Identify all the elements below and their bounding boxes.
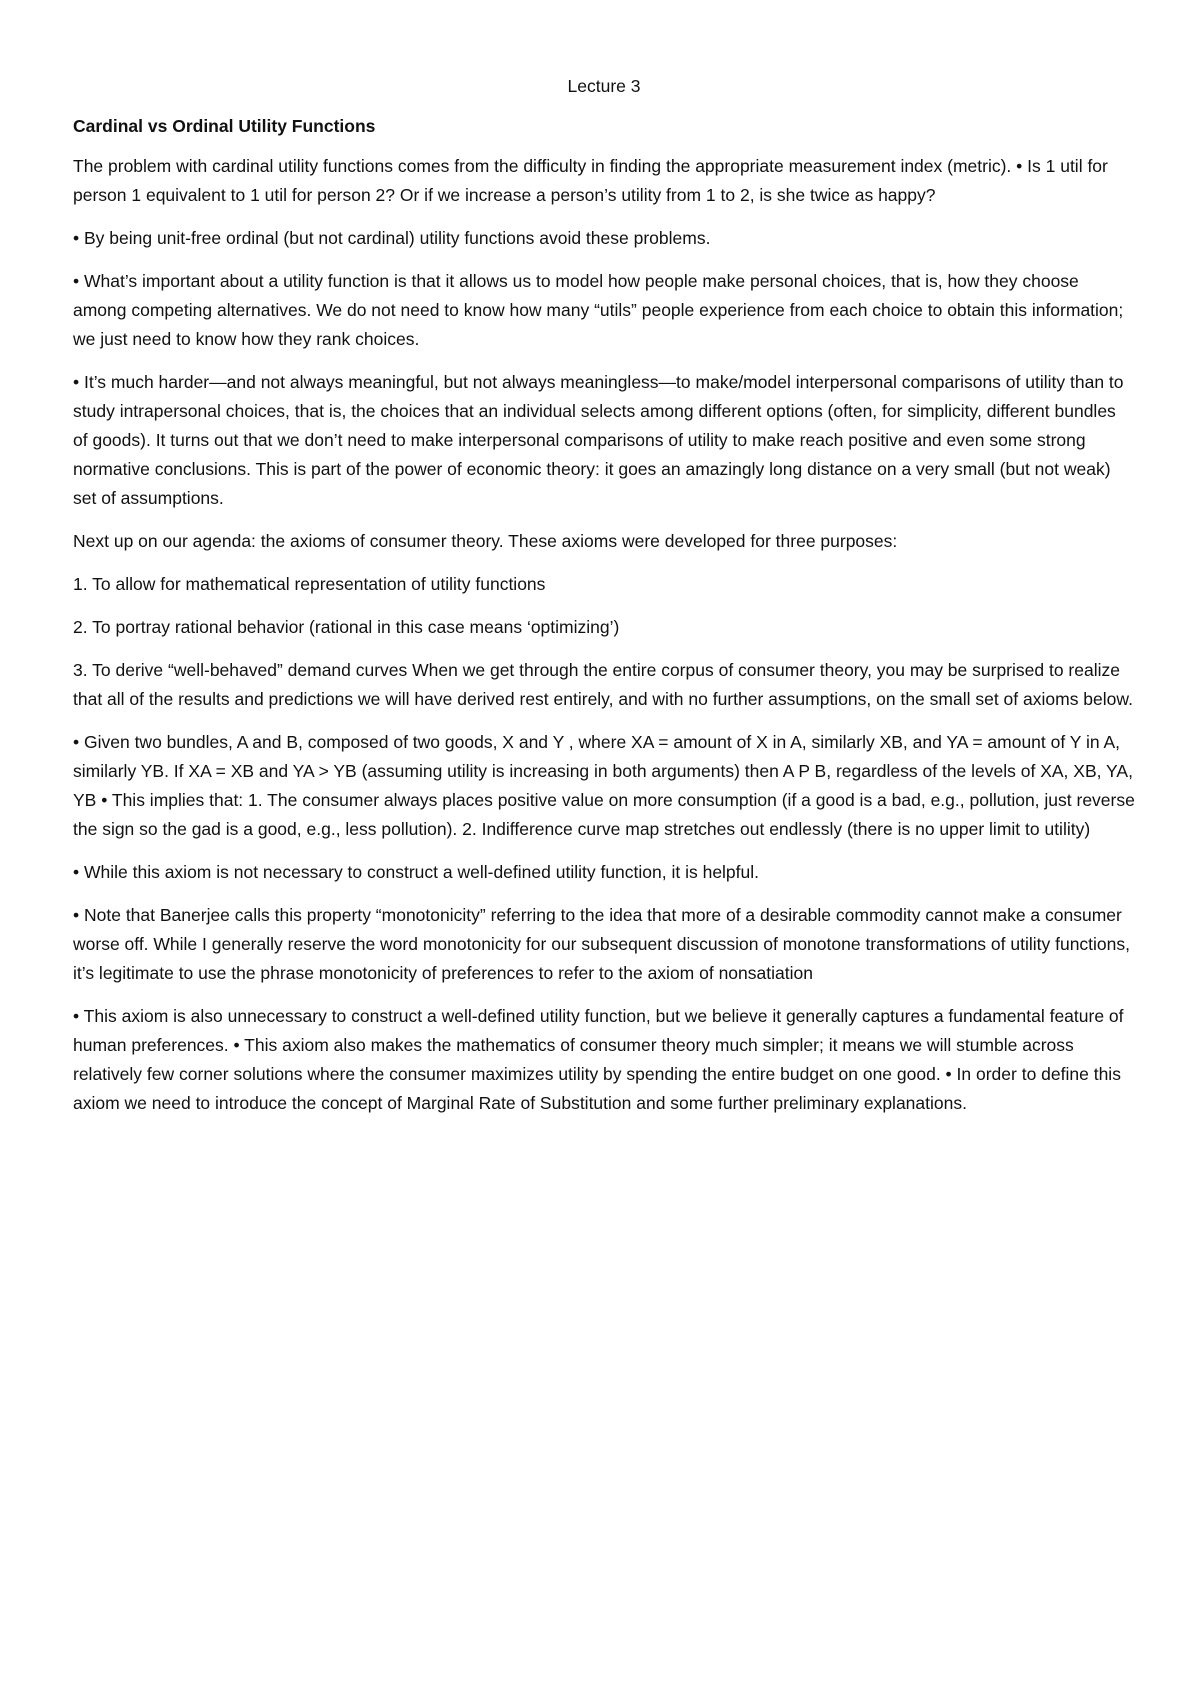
- section-heading: Cardinal vs Ordinal Utility Functions: [73, 116, 376, 136]
- paragraph-monotonicity: • Note that Banerjee calls this property “monotonicity” referring to the idea that more of a desirable commodity cannot make a consumer worse off. While I generally reserve the word monotonicity for our subsequent discussion of monotone transformations of utility functions, it’s legitimate to use the phrase monotonicity of preferences to refer to the axiom of nonsatiation: [73, 905, 1131, 983]
- paragraph-axioms-intro: Next up on our agenda: the axioms of consumer theory. These axioms were developed for three purposes:: [73, 531, 898, 551]
- paragraph-personal-choices: • What’s important about a utility function is that it allows us to model how people make personal choices, that is, how they choose among competing alternatives. We do not need to know how many “utils” people experience from each choice to obtain this information; we just need to know how they rank choices.: [73, 271, 1124, 349]
- lecture-title: Lecture 3: [567, 76, 641, 96]
- paragraph-two-bundles: • Given two bundles, A and B, composed of two goods, X and Y , where XA = amount of X in A, similarly XB, and YA = amount of Y in A, similarly YB. If XA = XB and YA > YB (assuming utility is increasing in both arguments) then A P B, regardless of the levels of XA, XB, YA, YB • This implies that: 1. The consumer always places positive value on more consumption (if a good is a bad, e.g., pollution, just reverse the sign so the gad is a good, e.g., less pollution). 2. Indifference curve map stretches out endlessly (there is no upper limit to utility): [73, 732, 1135, 839]
- paragraph-mrs: • This axiom is also unnecessary to construct a well-defined utility function, but we believe it generally captures a fundamental feature of human preferences. • This axiom also makes the mathematics of consumer theory much simpler; it means we will stumble across relatively few corner solutions where the consumer maximizes utility by spending the entire budget on one good. • In order to define this axiom we need to introduce the concept of Marginal Rate of Substitution and some further preliminary explanations.: [73, 1006, 1124, 1113]
- paragraph-purpose-2: 2. To portray rational behavior (rational in this case means ‘optimizing’): [73, 617, 620, 637]
- paragraph-unit-free: • By being unit-free ordinal (but not cardinal) utility functions avoid these problems.: [73, 228, 711, 248]
- paragraph-interpersonal: • It’s much harder—and not always meaningful, but not always meaningless—to make/model interpersonal comparisons of utility than to study intrapersonal choices, that is, the choices that an individual selects among different options (often, for simplicity, different bundles of goods). It turns out that we don’t need to make interpersonal comparisons of utility to make reach positive and even some strong normative conclusions. This is part of the power of economic theory: it goes an amazingly long distance on a very small (but not weak) set of assumptions.: [73, 372, 1124, 508]
- paragraph-axiom-helpful: • While this axiom is not necessary to construct a well-defined utility function, it is helpful.: [73, 862, 760, 882]
- paragraph-cardinal-problem: The problem with cardinal utility functions comes from the difficulty in finding the appropriate measurement index (metric). • Is 1 util for person 1 equivalent to 1 util for person 2? Or if we increase a person’s utility from 1 to 2, is she twice as happy?: [73, 156, 1108, 205]
- paragraph-purpose-3: 3. To derive “well-behaved” demand curves When we get through the entire corpus of consumer theory, you may be surprised to realize that all of the results and predictions we will have derived rest entirely, and with no further assumptions, on the small set of axioms below.: [73, 660, 1133, 709]
- document-body: [73, 74, 1135, 1132]
- paragraph-purpose-1: 1. To allow for mathematical representation of utility functions: [73, 574, 546, 594]
